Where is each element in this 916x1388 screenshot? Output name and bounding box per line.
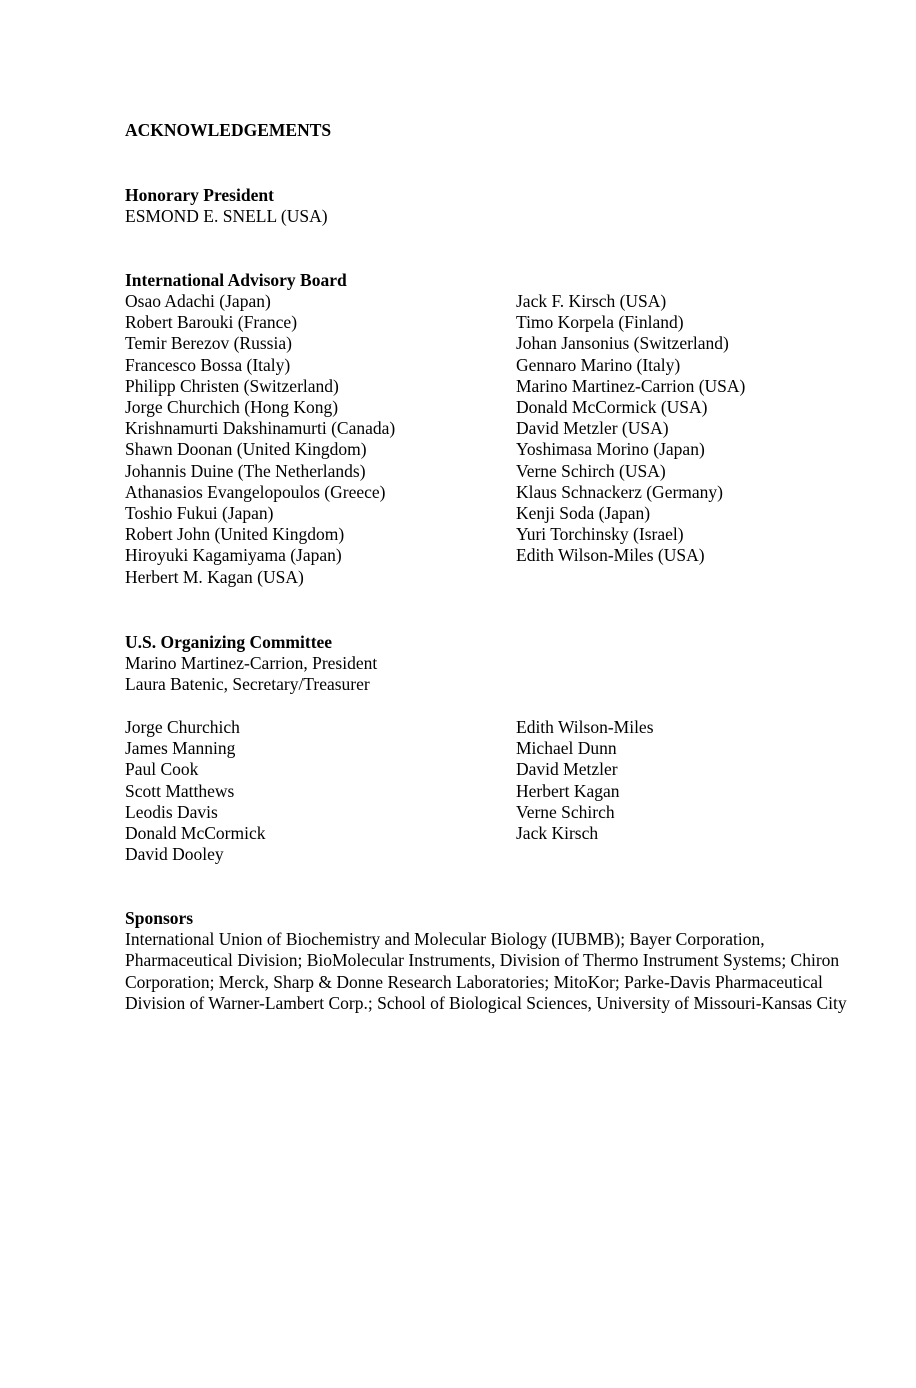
sponsors-section: [125, 908, 865, 1014]
us-committee-member: Scott Matthews: [125, 780, 235, 801]
advisory-board-member: Hiroyuki Kagamiyama (Japan): [125, 545, 342, 566]
us-committee-member: Jack Kirsch: [516, 823, 599, 844]
advisory-board-member: Timo Korpela (Finland): [516, 312, 684, 333]
us-committee-member: Jorge Churchich: [125, 717, 240, 737]
page-title: ACKNOWLEDGEMENTS: [125, 120, 332, 140]
advisory-board-member: Toshio Fukui (Japan): [125, 503, 274, 524]
us-committee-secretary: Laura Batenic, Secretary/Treasurer: [125, 674, 370, 695]
advisory-board-member: Robert John (United Kingdom): [125, 524, 345, 545]
us-committee-member: Donald McCormick: [125, 823, 266, 844]
advisory-board-member: Verne Schirch (USA): [516, 460, 666, 481]
us-committee-president: Marino Martinez-Carrion, President: [125, 653, 378, 674]
advisory-board-member: Athanasios Evangelopoulos (Greece): [125, 481, 386, 502]
advisory-board-member: Robert Barouki (France): [125, 312, 298, 333]
advisory-board-member: Temir Berezov (Russia): [125, 333, 292, 354]
advisory-board-member: Osao Adachi (Japan): [125, 291, 271, 311]
advisory-board-member: Philipp Christen (Switzerland): [125, 375, 339, 396]
us-committee-heading: U.S. Organizing Committee: [125, 632, 333, 652]
us-committee-member: David Metzler: [516, 759, 618, 780]
advisory-board-member: Johannis Duine (The Netherlands): [125, 460, 366, 481]
advisory-board-member: Jorge Churchich (Hong Kong): [125, 397, 339, 418]
honorary-president-name: ESMOND E. SNELL (USA): [125, 206, 328, 227]
advisory-board-member: Gennaro Marino (Italy): [516, 354, 681, 375]
advisory-board-right-list: [516, 291, 745, 567]
us-committee-member: David Dooley: [125, 844, 224, 865]
us-committee-member: Leodis Davis: [125, 801, 218, 822]
us-committee-member: Paul Cook: [125, 759, 199, 780]
advisory-board-member: Klaus Schnackerz (Germany): [516, 481, 723, 502]
us-committee-member: Verne Schirch: [516, 801, 615, 822]
advisory-board-heading: International Advisory Board: [125, 270, 347, 290]
advisory-board-member: Krishnamurti Dakshinamurti (Canada): [125, 418, 396, 439]
honorary-president-heading: Honorary President: [125, 185, 274, 205]
advisory-board-member: Donald McCormick (USA): [516, 397, 708, 418]
us-organizing-committee-section: [125, 632, 377, 696]
honorary-president-section: [125, 185, 328, 227]
advisory-board-member: Kenji Soda (Japan): [516, 503, 651, 524]
us-committee-member: Edith Wilson-Miles: [516, 717, 654, 737]
us-committee-left-list: [125, 717, 265, 865]
advisory-board-member: Johan Jansonius (Switzerland): [516, 333, 729, 354]
us-committee-member: Michael Dunn: [516, 738, 617, 759]
advisory-board-member: Jack F. Kirsch (USA): [516, 291, 667, 311]
sponsors-text: International Union of Biochemistry and Molecular Biology (IUBMB); Bayer Corporation, Pharmaceutical Division; BioMolecular Instruments, Division of Thermo Instrument Systems; Chiron Corporation; Merck, Sharp & Donne Research Laboratories; MitoKor; Parke-Davis Pharmaceutical Division of Warner-Lambert Corp.; School of Biological Sciences, University of Missouri-Kansas City: [125, 929, 847, 1013]
advisory-board-member: Marino Martinez-Carrion (USA): [516, 375, 746, 396]
advisory-board-member: Yuri Torchinsky (Israel): [516, 524, 684, 545]
advisory-board-member: Herbert M. Kagan (USA): [125, 566, 304, 587]
advisory-board-left-list: [125, 291, 395, 588]
us-committee-right-list: [516, 717, 654, 844]
us-committee-member: Herbert Kagan: [516, 780, 620, 801]
advisory-board-member: Yoshimasa Morino (Japan): [516, 439, 705, 460]
advisory-board-member: David Metzler (USA): [516, 418, 669, 439]
advisory-board-member: Francesco Bossa (Italy): [125, 354, 291, 375]
advisory-board-member: Edith Wilson-Miles (USA): [516, 545, 705, 566]
sponsors-heading: Sponsors: [125, 908, 194, 928]
advisory-board-member: Shawn Doonan (United Kingdom): [125, 439, 367, 460]
us-committee-member: James Manning: [125, 738, 236, 759]
